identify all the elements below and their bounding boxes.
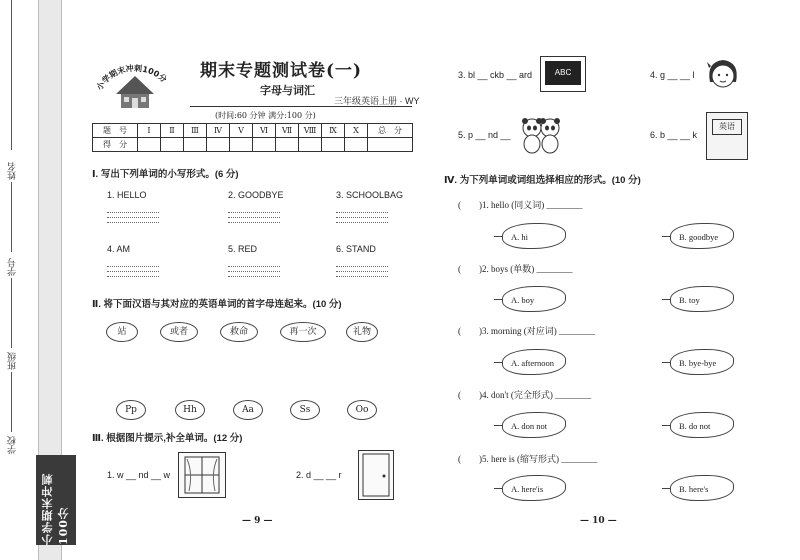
answer-line[interactable] [107,222,159,223]
answer-line[interactable] [107,217,159,218]
score-cell[interactable] [276,138,299,152]
header-rule [190,106,412,107]
page-number-right: — 10 — [580,516,617,526]
score-cell[interactable] [161,138,184,152]
girl-face-icon [702,56,744,92]
answer-line[interactable] [228,266,280,267]
fill-word: 4. g __ __ l [650,70,695,80]
letter-oval[interactable]: Aa [233,400,263,420]
question-paren[interactable]: ( ) [458,264,482,274]
option-a-leaf[interactable]: A. don not [502,412,566,438]
word-item: 4. AM [107,244,131,254]
house-logo-icon [92,50,178,112]
label-school: 学校 [8,436,18,454]
answer-line[interactable] [336,217,388,218]
score-row-label: 得 分 [93,138,138,152]
option-b-leaf[interactable]: B. here's [670,475,734,501]
book-cover-text: 英语 [712,119,742,135]
answer-line[interactable] [107,212,159,213]
door-picture [358,450,394,500]
book-picture [706,112,748,160]
answer-line[interactable] [228,222,280,223]
section1-heading: Ⅰ. 写出下列单词的小写形式。(6 分) [92,169,239,180]
question-stem: 2. boys (单数) ________ [482,264,573,274]
option-b-leaf[interactable]: B. bye-bye [670,349,734,375]
answer-line[interactable] [107,276,159,277]
letter-oval[interactable]: Hh [175,400,205,420]
section4-heading: Ⅳ. 为下列单词或词组选择相应的形式。(10 分) [444,175,641,186]
chinese-word-oval[interactable]: 礼物 [346,322,378,342]
label-student-id: 学号 [8,258,18,276]
window-picture [178,452,226,498]
leaf-stem [662,362,670,363]
word-item: 6. STAND [336,244,376,254]
label-class: 班级 [8,352,18,370]
score-header-row [93,124,413,138]
question-paren[interactable]: ( ) [458,326,482,336]
answer-line[interactable] [228,271,280,272]
answer-line[interactable] [336,266,388,267]
score-cell[interactable] [345,138,368,152]
score-header-cell: Ⅱ [161,124,184,138]
chinese-word-oval[interactable]: 救命 [220,322,258,342]
word-item: 3. SCHOOLBAG [336,190,404,200]
score-cell[interactable] [322,138,345,152]
leaf-stem [662,299,670,300]
word-item: 2. GOODBYE [228,190,284,200]
score-header-cell: Ⅶ [276,124,299,138]
score-value-row [93,138,413,152]
score-cell[interactable] [184,138,207,152]
score-header-cell: Ⅵ [253,124,276,138]
binding-strip [0,0,70,560]
girl-picture [702,56,744,92]
answer-line[interactable] [336,271,388,272]
blackboard-text: ABC [545,61,581,85]
score-header-cell: Ⅴ [230,124,253,138]
score-cell[interactable] [207,138,230,152]
question-paren[interactable]: ( ) [458,454,482,464]
brand-block [36,455,76,545]
question-paren[interactable]: ( ) [458,200,482,210]
question-stem: 5. here is (缩写形式) ________ [482,454,598,464]
answer-line[interactable] [228,276,280,277]
word-item: 5. RED [228,244,258,254]
option-a-leaf[interactable]: A. boy [502,286,566,312]
door-icon [359,451,393,499]
question-stem: 4. don't (完全形式) ________ [482,390,592,400]
score-header-cell: Ⅲ [184,124,207,138]
brand-text: 小学期末冲刺100分 [41,473,70,545]
leaf-stem [662,488,670,489]
score-header-cell: Ⅷ [299,124,322,138]
score-table [92,123,413,152]
answer-line[interactable] [336,222,388,223]
panda-icon [518,114,564,156]
answer-line[interactable] [228,217,280,218]
score-header-cell: Ⅸ [322,124,345,138]
score-header-cell: 总 分 [368,124,413,138]
section2-heading: Ⅱ. 将下面汉语与其对应的英语单词的首字母连起来。(10 分) [92,299,342,310]
answer-line[interactable] [107,266,159,267]
option-b-leaf[interactable]: B. toy [670,286,734,312]
fill-word: 1. w __ nd __ w [107,470,171,480]
leaf-stem [494,236,502,237]
fill-word: 6. b __ __ k [650,130,698,140]
letter-oval[interactable]: Ss [290,400,320,420]
score-cell[interactable] [299,138,322,152]
answer-line[interactable] [228,212,280,213]
score-header-cell: Ⅳ [207,124,230,138]
fill-word: 2. d __ __ r [296,470,342,480]
fill-word: 5. p __ nd __ [458,130,511,140]
score-header-cell: 题 号 [93,124,138,138]
grade-label: 三年级英语上册 · WY [334,96,420,106]
leaf-stem [662,425,670,426]
score-cell[interactable] [138,138,161,152]
score-cell[interactable] [230,138,253,152]
letter-oval[interactable]: Pp [116,400,146,420]
question-stem: 3. morning (对应词) ________ [482,326,595,336]
divider [11,278,12,348]
score-cell[interactable] [368,138,413,152]
option-a-leaf[interactable]: A. hi [502,223,566,249]
question-stem: 1. hello (同义词) ________ [482,200,583,210]
option-b-leaf[interactable]: B. goodbye [670,223,734,249]
page-title: 期末专题测试卷(一) [200,61,363,81]
blackboard-picture [540,56,586,92]
window-icon [179,453,225,497]
word-item: 1. HELLO [107,190,147,200]
divider [11,0,12,150]
leaf-stem [662,236,670,237]
time-info: (时间:60 分钟 满分:100 分) [215,111,316,120]
divider [11,182,12,252]
score-header-cell: Ⅹ [345,124,368,138]
page-number-left: — 9 — [242,516,273,526]
leaf-stem [494,362,502,363]
question-paren[interactable]: ( ) [458,390,482,400]
letter-oval[interactable]: Oo [347,400,377,420]
page-subtitle: 字母与词汇 [260,84,315,97]
score-cell[interactable] [253,138,276,152]
answer-line[interactable] [107,271,159,272]
panda-picture [518,114,564,156]
leaf-stem [494,425,502,426]
score-header-cell: Ⅰ [138,124,161,138]
chinese-word-oval[interactable]: 再一次 [280,322,326,342]
chinese-word-oval[interactable]: 或者 [160,322,198,342]
chinese-word-oval[interactable]: 站 [106,322,138,342]
label-name: 姓名 [8,162,18,180]
option-b-leaf[interactable]: B. do not [670,412,734,438]
option-a-leaf[interactable]: A. afternoon [502,349,566,375]
section3-heading: Ⅲ. 根据图片提示,补全单词。(12 分) [92,433,243,444]
answer-line[interactable] [336,276,388,277]
leaf-stem [494,299,502,300]
answer-line[interactable] [336,212,388,213]
leaf-stem [494,488,502,489]
divider [11,372,12,432]
series-logo [92,50,178,112]
logo-text: 小学期末冲刺100分 [95,63,169,92]
fill-word: 3. bl __ ckb __ ard [458,70,533,80]
option-a-leaf[interactable]: A. here'is [502,475,566,501]
